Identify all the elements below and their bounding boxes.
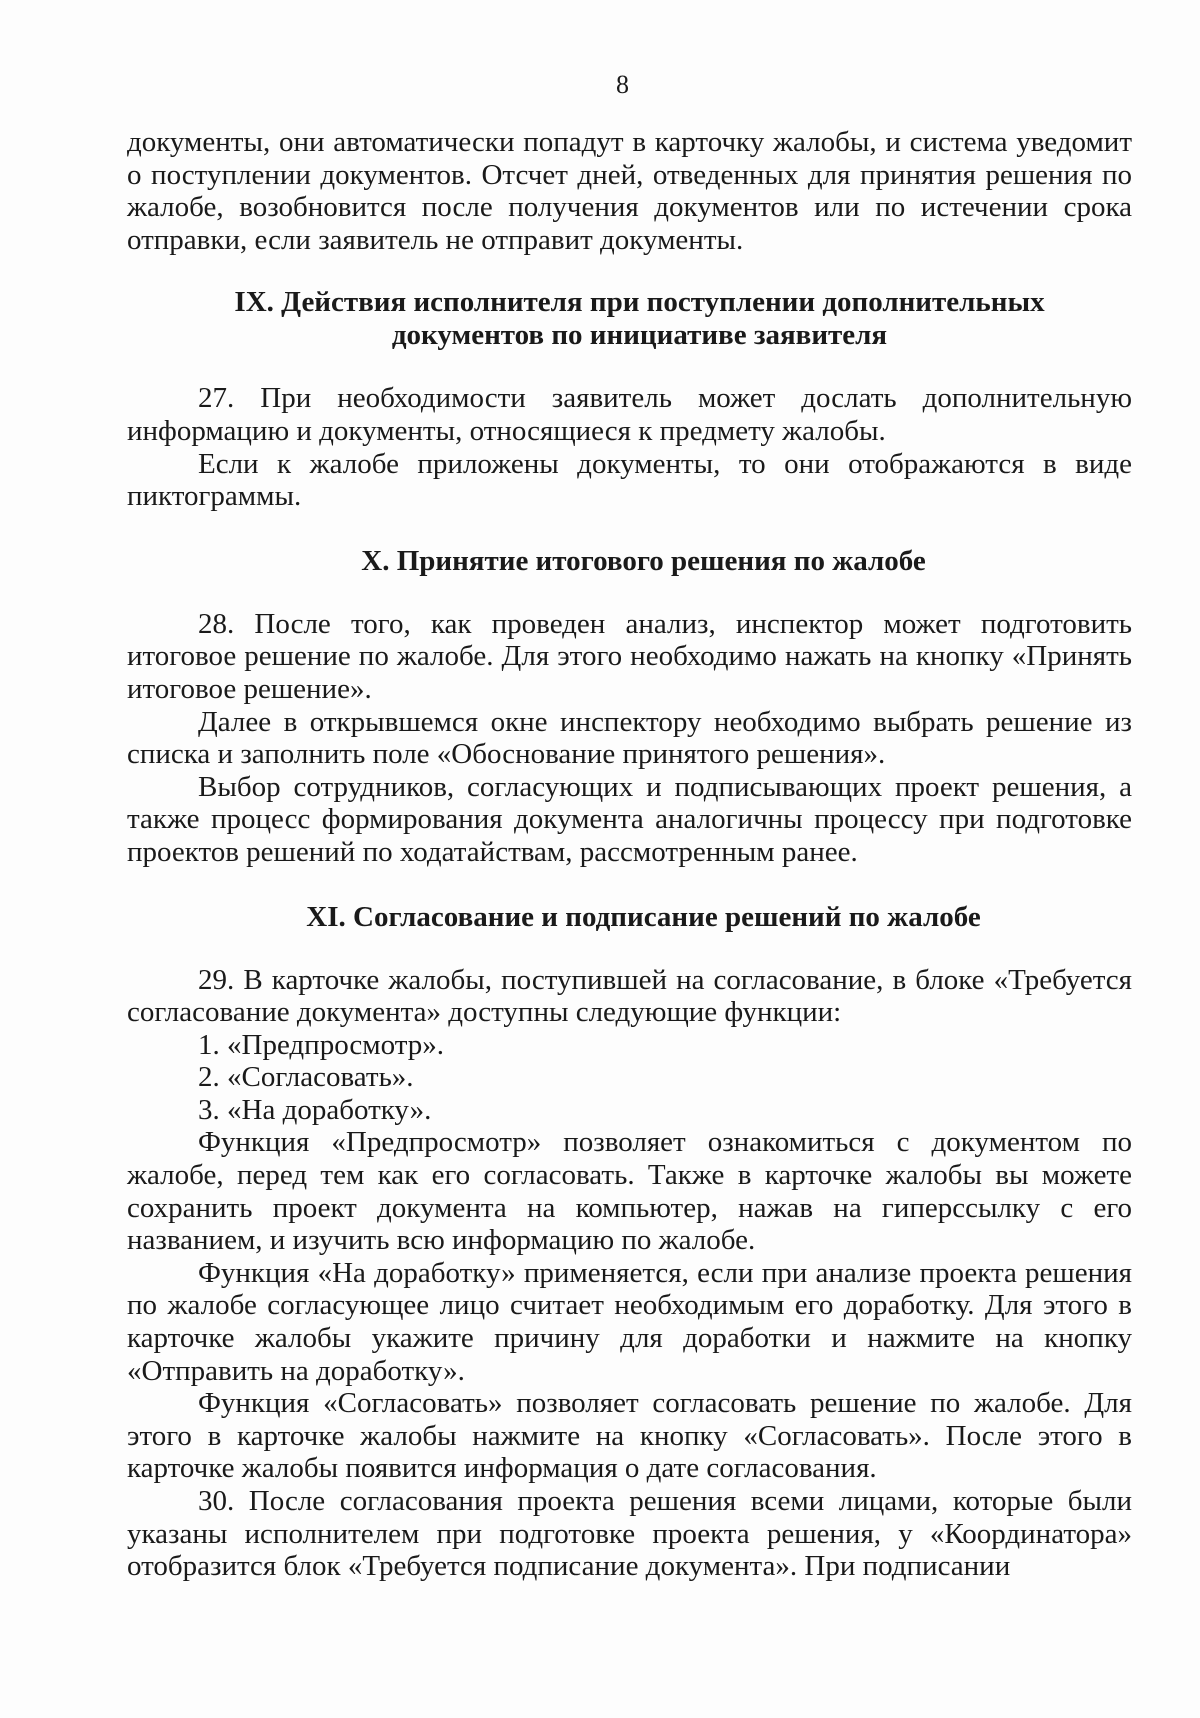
section-9-title-line1: IX. Действия исполнителя при поступлении дополнительных <box>234 286 1045 319</box>
function-list-item: 2. «Согласовать». <box>198 1061 414 1094</box>
intro-paragraph: документы, они автоматически попадут в карточку жалобы, и система уведомит о поступлении документов. Отсчет дней, отведенных для принятия решения по жалобе, возобновится после получения документов или по истечении срока отправки, если заявитель не отправит документы. <box>127 126 1132 256</box>
function-list-item: 1. «Предпросмотр». <box>198 1028 445 1061</box>
paragraph-28-window: Далее в открывшемся окне инспектору необходимо выбрать решение из списка и заполнить поле «Обоснование принятого решения». <box>127 705 1132 771</box>
paragraph-approve-function: Функция «Согласовать» позволяет согласовать решение по жалобе. Для этого в карточке жалобы нажмите на кнопку «Согласовать». После этого в карточке жалобы появится информация о дате согласования. <box>127 1387 1132 1485</box>
paragraph-29: 29. В карточке жалобы, поступившей на согласование, в блоке «Требуется согласование документа» доступны следующие функции: <box>127 963 1132 1029</box>
document-body <box>127 126 1132 1583</box>
section-11-heading: XI. Согласование и подписание решений по жалобе <box>306 900 981 933</box>
paragraph-28: 28. После того, как проведен анализ, инспектор может подготовить итоговое решение по жалобе. Для этого необходимо нажать на кнопку «Принять итоговое решение». <box>127 607 1132 705</box>
paragraph-preview-function: Функция «Предпросмотр» позволяет ознакомиться с документом по жалобе, перед тем как его согласовать. Также в карточке жалобы вы можете сохранить проект документа на компьютер, нажав на гиперссылку с его названием, и изучить всю информацию по жалобе. <box>127 1126 1132 1257</box>
paragraph-27-continued: Если к жалобе приложены документы, то они отображаются в виде пиктограммы. <box>127 447 1132 513</box>
paragraph-27: 27. При необходимости заявитель может дослать дополнительную информацию и документы, относящиеся к предмету жалобы. <box>127 382 1132 447</box>
paragraph-28-staff: Выбор сотрудников, согласующих и подписывающих проект решения, а также процесс формирования документа аналогичны процессу при подготовке проектов решений по ходатайствам, рассмотренным ранее. <box>127 770 1132 868</box>
page-number: 8 <box>616 70 629 99</box>
paragraph-rework-function: Функция «На доработку» применяется, если при анализе проекта решения по жалобе согласующее лицо считает необходимым его доработку. Для этого в карточке жалобы укажите причину для доработки и нажмите на кнопку «Отправить на доработку». <box>127 1256 1132 1387</box>
paragraph-30: 30. После согласования проекта решения всеми лицами, которые были указаны исполнителем при подготовке проекта решения, у «Координатора» отобразится блок «Требуется подписание документа». При подписании <box>127 1485 1132 1583</box>
section-9-title-line2: документов по инициативе заявителя <box>391 319 888 352</box>
function-list-item: 3. «На доработку». <box>198 1093 432 1126</box>
section-9-heading <box>127 286 1132 352</box>
section-10-heading: X. Принятие итогового решения по жалобе <box>361 544 926 577</box>
